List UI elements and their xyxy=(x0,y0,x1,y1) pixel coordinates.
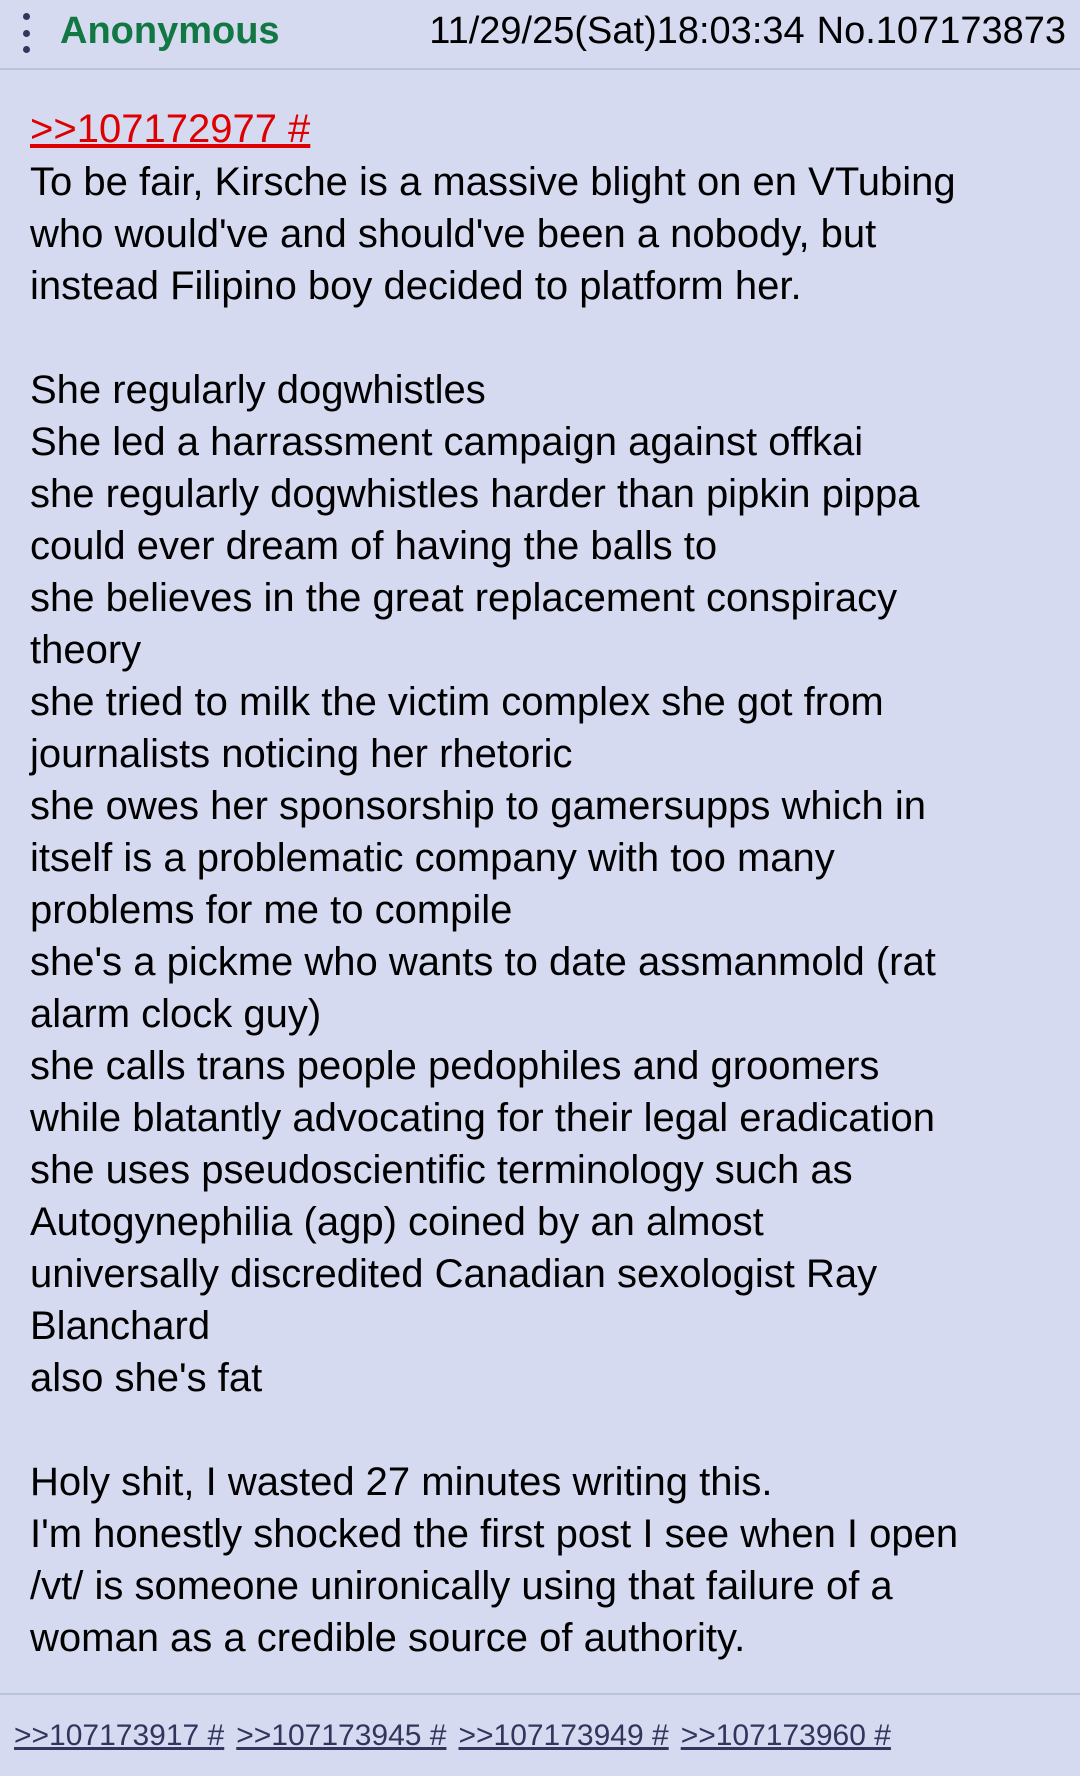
body-line: also she's fat xyxy=(30,1356,263,1400)
quote-link[interactable]: >>107172977 # xyxy=(30,107,311,151)
post-meta xyxy=(429,10,1066,52)
body-line: woman as a credible source of authority. xyxy=(30,1616,746,1660)
body-line: theory xyxy=(30,628,142,672)
body-line: journalists noticing her rhetoric xyxy=(30,732,573,776)
body-line: Holy shit, I wasted 27 minutes writing this. xyxy=(30,1460,773,1504)
body-line: She regularly dogwhistles xyxy=(30,368,486,412)
vertical-ellipsis-icon[interactable] xyxy=(16,13,36,53)
blank-line xyxy=(30,1404,1060,1456)
reply-link[interactable]: >>107173949 # xyxy=(458,1718,669,1752)
reply-link[interactable]: >>107173960 # xyxy=(680,1718,891,1752)
body-line: she's a pickme who wants to date assmanmold (rat xyxy=(30,940,936,984)
body-line: universally discredited Canadian sexologist Ray xyxy=(30,1252,878,1296)
post-datetime: 11/29/25(Sat)18:03:34 xyxy=(429,10,805,52)
body-line: she calls trans people pedophiles and groomers xyxy=(30,1044,880,1088)
body-line: she regularly dogwhistles harder than pipkin pippa xyxy=(30,472,920,516)
post-body xyxy=(30,104,1060,1664)
body-line: she believes in the great replacement conspiracy xyxy=(30,576,898,620)
body-line: alarm clock guy) xyxy=(30,992,322,1036)
post-number[interactable]: No.107173873 xyxy=(816,10,1066,52)
body-line: /vt/ is someone unironically using that failure of a xyxy=(30,1564,893,1608)
reply-link[interactable]: >>107173917 # xyxy=(14,1718,225,1752)
body-line: I'm honestly shocked the first post I see when I open xyxy=(30,1512,959,1556)
body-line: problems for me to compile xyxy=(30,888,513,932)
body-line: could ever dream of having the balls to xyxy=(30,524,718,568)
body-line: she tried to milk the victim complex she got from xyxy=(30,680,884,724)
body-line: who would've and should've been a nobody, but xyxy=(30,212,877,256)
body-line: Blanchard xyxy=(30,1304,211,1348)
replies-bar xyxy=(0,1693,1080,1776)
body-line: Autogynephilia (agp) coined by an almost xyxy=(30,1200,764,1244)
body-line: she uses pseudoscientific terminology such as xyxy=(30,1148,853,1192)
body-line: To be fair, Kirsche is a massive blight on en VTubing xyxy=(30,160,956,204)
body-line: while blatantly advocating for their legal eradication xyxy=(30,1096,935,1140)
body-line: instead Filipino boy decided to platform her. xyxy=(30,264,802,308)
reply-link[interactable]: >>107173945 # xyxy=(236,1718,447,1752)
body-line: itself is a problematic company with too many xyxy=(30,836,835,880)
post-header xyxy=(0,0,1080,70)
body-line: she owes her sponsorship to gamersupps which in xyxy=(30,784,927,828)
poster-name: Anonymous xyxy=(60,10,280,52)
body-line: She led a harrassment campaign against offkai xyxy=(30,420,864,464)
blank-line xyxy=(30,312,1060,364)
